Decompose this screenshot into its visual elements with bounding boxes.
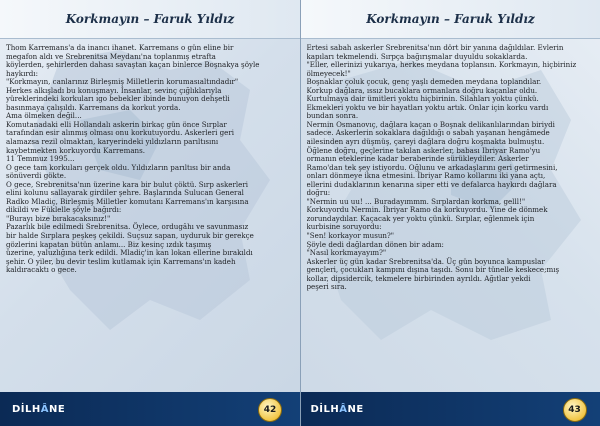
text-line: Korkuyordu Nermin. İbriyar Ramo da korkuyordu. Yine de dönmek: [306, 205, 548, 215]
right-page: [300, 0, 600, 426]
text-line: yüreklerindeki korkuları ıgo bebekler ibinde bunuyon dehşetli: [6, 94, 230, 104]
text-line: Pazarlık bile edilmedi Srebrenitsa. Öylece, ordugâhı ve savunmasız: [6, 222, 249, 232]
text-line: sönüverdi gökte.: [6, 171, 67, 181]
text-line: Ama ölmeken değil...: [6, 111, 82, 121]
text-line: 11 Temmuz 1995...: [6, 154, 75, 164]
text-line: Boşnaklar çoluk çocuk, genç yaşlı demeden meydana toplandılar.: [306, 77, 542, 87]
logo-text-accent: Â: [339, 403, 348, 415]
text-line: "Korkmayın, canlarınız Birleşmiş Milletlerin korumasıaltındadır": [6, 77, 239, 87]
text-line: zorundaydılar. Kaçacak yer yoktu çünkü. Sırplar, eğlenmek için: [306, 213, 535, 223]
text-line: gençleri, çocukları kampını dışına taşıdı. Sonu bir tünelle keskece;mış: [306, 265, 560, 275]
text-line: dikildi ve Füklelle şöyle bağırdı:: [6, 205, 122, 215]
page-header: [0, 0, 300, 39]
text-line: gözlerini kapatan bütün anlamı... Biz kesinç ızdık taşımış: [6, 239, 212, 249]
page-number-badge: 42: [258, 398, 282, 422]
text-line: "Burayı bize bırakacaksınız!": [6, 213, 111, 223]
text-line: ölmeyecek!": [306, 68, 351, 78]
text-line: peşeri sıra.: [306, 282, 347, 292]
text-line: "Nasıl korkmayayım?": [306, 248, 387, 258]
page-body-text: [6, 44, 294, 380]
text-line: "Eller, ellerinizi yukarıya, herkes meydana toplansın. Korkmayın, hiçbiriniz: [306, 60, 577, 70]
text-line: ellerini dudaklarının kenarına siper etti ve defalarca haykırdı dağlara: [306, 179, 557, 189]
logo-text-end: NE: [347, 403, 364, 415]
page-footer: [0, 392, 300, 426]
text-line: kaybetmekten korkuyordu Karremans.: [6, 145, 146, 155]
text-line: Şöyle dedi dağlardan dönen bir adam:: [306, 239, 444, 249]
page-header: [301, 0, 600, 39]
dilhane-logo: [12, 404, 65, 415]
logo-text-accent: Â: [40, 403, 50, 415]
text-line: kaldıracaktı o gece.: [6, 265, 77, 275]
text-line: Ekmekleri yoktu ve bir hayatları yoktu artık. Onlar için korku vardı: [306, 102, 549, 112]
page-number-badge: 43: [563, 398, 587, 422]
text-line: O gece tam korkuları gerçek oldu. Yıldızların parıltısı bir anda: [6, 162, 231, 172]
text-line: doğru:: [306, 188, 331, 198]
text-line: tarafından esir alınmış olması onu korkutuyordu. Askerleri geri: [6, 128, 235, 138]
text-line: Radko Mladiç, Birleşmiş Milletler komutanı Karremans'ın karşısına: [6, 196, 249, 206]
page-body-text: [307, 44, 595, 380]
text-line: ormanın eteklerine kadar beraberinde sürükleydiler. Askerler: [306, 154, 529, 164]
text-line: onları dönmeye ikna etmesini. İbriyar Ramo kollarını iki yana açtı,: [306, 171, 546, 181]
text-line: elini kolunu sallayarak girdiler şehre. Başlarında Sulucan General: [6, 188, 244, 198]
dilhane-logo: [311, 404, 364, 415]
text-line: şehir. O yiler, bu devir teslim kutlamak için Karremans'ın kadeh: [6, 256, 236, 266]
text-line: ailesinden ayrı düşmüş, çareyi dağlara doğru koşmakta bulmuştu.: [306, 137, 545, 147]
text-line: megafon aldı ve Srebrenitsa Meydanı'na toplanmış etrafta: [6, 51, 216, 61]
text-line: haykırdı:: [6, 68, 38, 78]
text-line: kollar, dipsidercik, tekmelere birbirinden ayrıldı. Ağıtlar yekdi: [306, 273, 531, 283]
text-line: köylerden, şehirlerden dahası savaştan kaçan binlerce Boşnakya şöyle: [6, 60, 260, 70]
text-line: basınmaya çalışıldı. Karremans da korkut yorda.: [6, 102, 181, 112]
page-header-title: Korkmayın – Faruk Yıldız: [65, 12, 235, 26]
text-line: alamazsa rezil olmaktan, karyerindeki yıldızların parıltısını: [6, 137, 219, 147]
text-line: bir halde Sırplara peşkeş çekildi. Suçsuz sapan, uyduruk bir gerekçe: [6, 231, 254, 241]
text-line: Nermin Osmanovıç, dağlara kaçan o Boşnak delikanlılarından biriydi: [306, 119, 555, 129]
text-line: Komutanadaki elli Hollandalı askerin birkaç gün önce Sırplar: [6, 119, 227, 129]
logo-text-start: DİLH: [12, 403, 41, 415]
page-footer: [301, 392, 600, 426]
text-line: Askerler üç gün kadar Srebrenitsa'da. Üç gün boyunca kampuslar: [306, 256, 545, 266]
logo-text-start: DİLH: [310, 403, 340, 415]
text-line: Herkes alkışladı bu konuşmayı. İnsanlar, sevinç çığlıklarıyla: [6, 85, 222, 95]
text-line: O gece, Srebrenitsa'nın üzerine kara bir bulut çöktü. Sırp askerleri: [6, 179, 249, 189]
text-line: bundan sonra.: [306, 111, 359, 121]
page-header-title: Korkmayın – Faruk Yıldız: [366, 12, 535, 26]
text-line: Kurtulmaya dair ümitleri yoktu hiçbirinin. Silahları yoktu çünkü.: [306, 94, 539, 104]
text-line: kapıları tekmelendi. Sırpça bağırışmalar duyuldu sokaklarda.: [306, 51, 528, 61]
text-line: kurbisine soruyordu:: [306, 222, 382, 232]
text-line: Öğlene doğru, geçlerine takılan askerler, babası Ibriyar Ramo'yu: [306, 145, 541, 155]
text-line: "Sen! korkayor musun?": [306, 231, 395, 241]
text-line: Ertesi sabah askerler Srebrenitsa'nın dört bir yanına dağıldılar. Evlerin: [306, 44, 564, 52]
text-line: Ramo'dan tek şey istiyordu. Oğlunu ve arkadaşlarını geri getirmesini,: [306, 162, 558, 172]
text-line: sadece. Askerlerin sokaklara dağıldığı o sabah yaşanan hengâmede: [306, 128, 550, 138]
text-line: "Nermin uu uu! ... Buradayımmm. Sırplardan korkma, gelll!": [306, 196, 526, 206]
logo-text-end: NE: [49, 403, 66, 415]
text-line: Korkup dağlara, ıssız bucaklara ormanlara doğru kaçanlar oldu.: [306, 85, 538, 95]
text-line: Thom Karremans'a da inancı ihanet. Karremans o gün eline bir: [6, 44, 234, 52]
text-line: üzerine, yaluzlığına terk edildi. Mladiç'in kan lokan ellerine bırakıldı: [6, 248, 253, 258]
